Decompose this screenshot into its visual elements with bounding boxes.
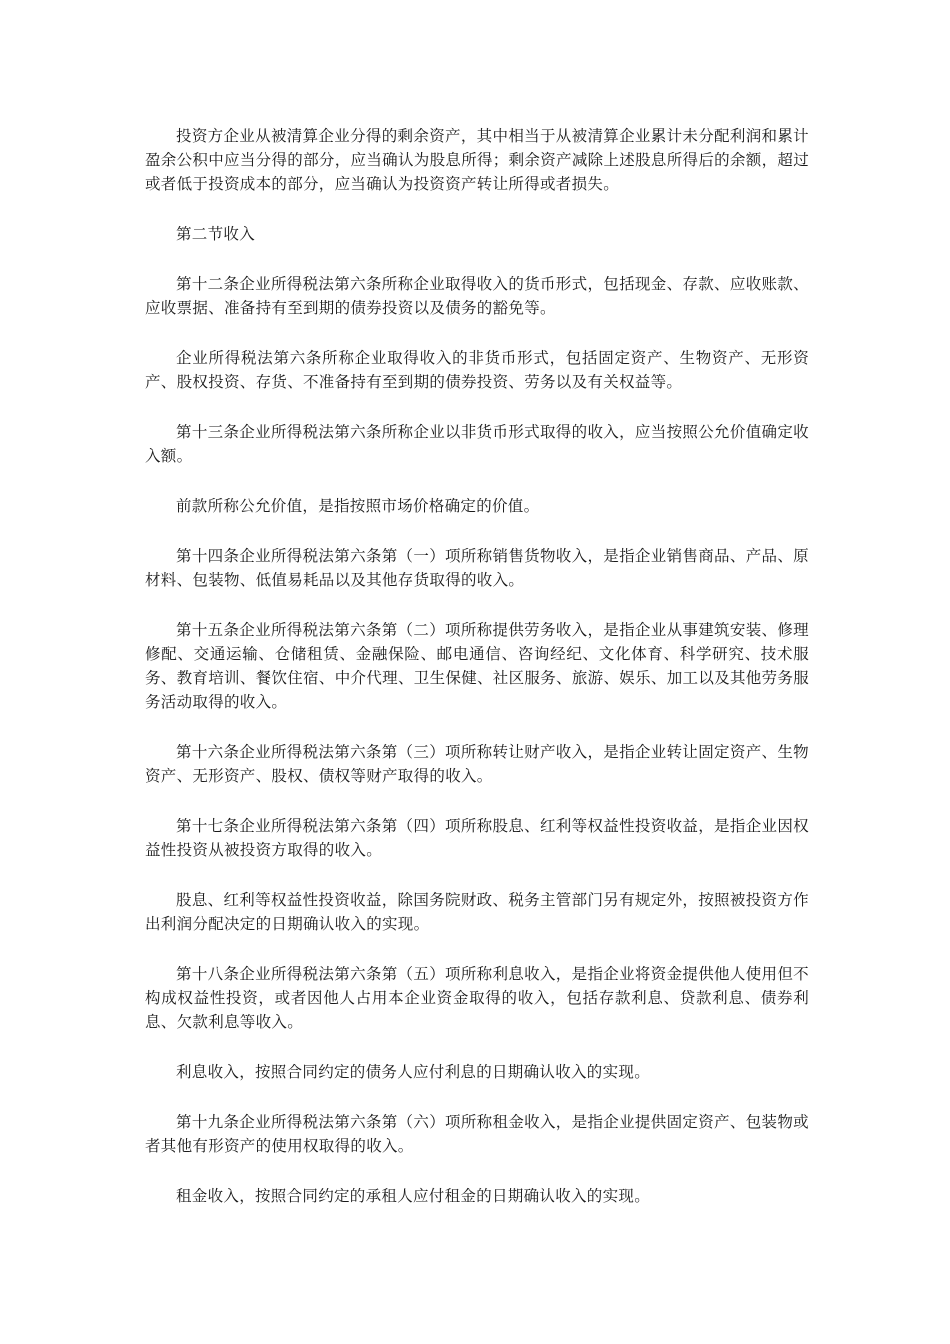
paragraph-non-monetary-forms: 企业所得税法第六条所称企业取得收入的非货币形式，包括固定资产、生物资产、无形资产、股权投资、存货、不准备持有至到期的债券投资、劳务以及有关权益等。 <box>145 349 809 391</box>
paragraph-article-17: 第十七条企业所得税法第六条第（四）项所称股息、红利等权益性投资收益，是指企业因权益性投资从被投资方取得的收入。 <box>145 817 809 859</box>
paragraph-article-15: 第十五条企业所得税法第六条第（二）项所称提供劳务收入，是指企业从事建筑安装、修理修配、交通运输、仓储租赁、金融保险、邮电通信、咨询经纪、文化体育、科学研究、技术服务、教育培训、餐饮住宿、中介代理、卫生保健、社区服务、旅游、娱乐、加工以及其他劳务服务活动取得的收入。 <box>145 621 809 711</box>
paragraph-fair-value: 前款所称公允价值，是指按照市场价格确定的价值。 <box>176 497 540 515</box>
paragraph-article-18: 第十八条企业所得税法第六条第（五）项所称利息收入，是指企业将资金提供他人使用但不构成权益性投资，或者因他人占用本企业资金取得的收入，包括存款利息、贷款利息、债券利息、欠款利息等收入。 <box>145 965 809 1031</box>
paragraph-article-19: 第十九条企业所得税法第六条第（六）项所称租金收入，是指企业提供固定资产、包装物或者其他有形资产的使用权取得的收入。 <box>145 1113 809 1155</box>
paragraph-article-14: 第十四条企业所得税法第六条第（一）项所称销售货物收入，是指企业销售商品、产品、原材料、包装物、低值易耗品以及其他存货取得的收入。 <box>145 547 809 589</box>
paragraph-interest-recognition: 利息收入，按照合同约定的债务人应付利息的日期确认收入的实现。 <box>176 1063 651 1081</box>
paragraph-article-13: 第十三条企业所得税法第六条所称企业以非货币形式取得的收入，应当按照公允价值确定收入额。 <box>145 423 809 465</box>
paragraph-article-16: 第十六条企业所得税法第六条第（三）项所称转让财产收入，是指企业转让固定资产、生物资产、无形资产、股权、债权等财产取得的收入。 <box>145 743 809 785</box>
paragraph-rent-recognition: 租金收入，按照合同约定的承租人应付租金的日期确认收入的实现。 <box>176 1187 651 1205</box>
paragraph-dividend-recognition: 股息、红利等权益性投资收益，除国务院财政、税务主管部门另有规定外，按照被投资方作出利润分配决定的日期确认收入的实现。 <box>145 891 809 933</box>
paragraph-article-12: 第十二条企业所得税法第六条所称企业取得收入的货币形式，包括现金、存款、应收账款、应收票据、准备持有至到期的债券投资以及债务的豁免等。 <box>145 275 809 317</box>
section-heading-income: 第二节收入 <box>176 225 256 243</box>
paragraph-liquidation-assets: 投资方企业从被清算企业分得的剩余资产，其中相当于从被清算企业累计未分配利润和累计盈余公积中应当分得的部分，应当确认为股息所得；剩余资产减除上述股息所得后的余额，超过或者低于投资成本的部分，应当确认为投资资产转让所得或者损失。 <box>145 127 809 193</box>
document-body <box>145 124 809 1234</box>
